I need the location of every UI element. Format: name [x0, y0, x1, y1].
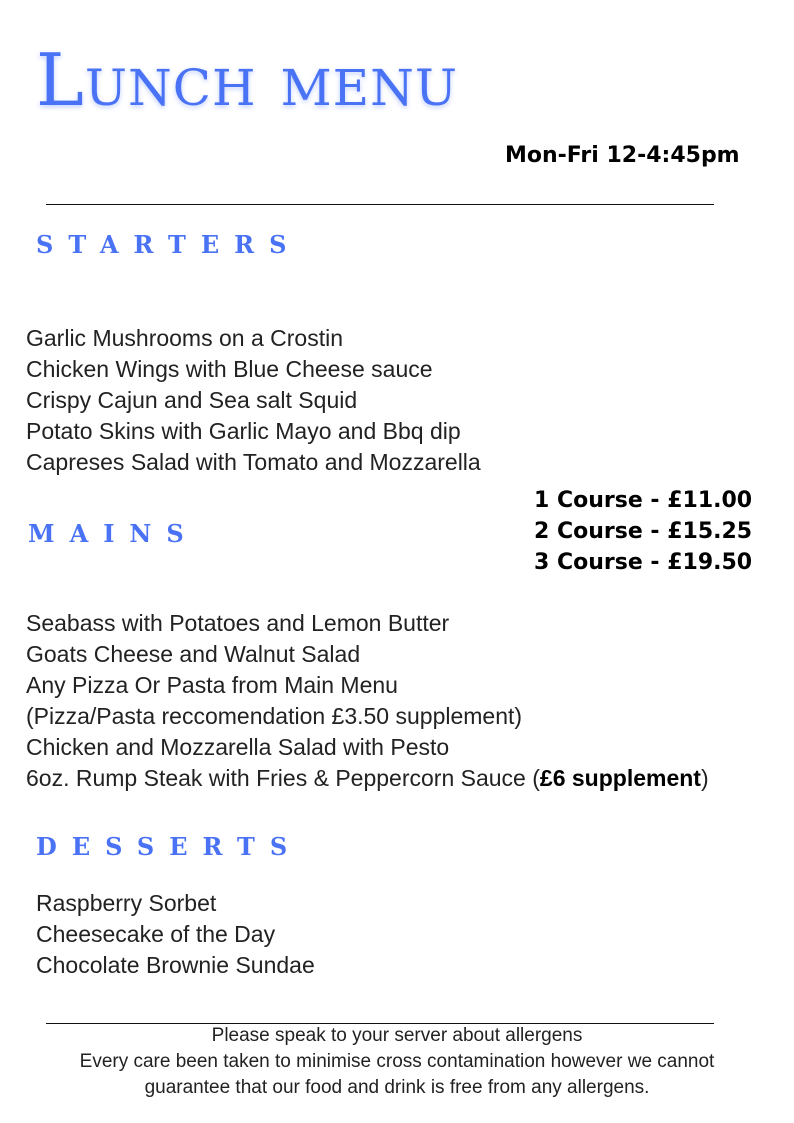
list-item-steak: [26, 763, 709, 794]
desserts-heading: DESSERTS: [36, 832, 303, 861]
price-one-course: 1 Course - £11.00: [534, 488, 753, 513]
starters-heading: STARTERS: [36, 230, 302, 259]
opening-hours: Mon-Fri 12-4:45pm: [505, 143, 740, 168]
price-three-course: 3 Course - £19.50: [534, 550, 753, 575]
list-item: Raspberry Sorbet: [36, 890, 217, 916]
steak-supplement: £6 supplement: [539, 765, 701, 791]
list-item: Crispy Cajun and Sea salt Squid: [26, 387, 358, 413]
course-prices: [534, 485, 752, 578]
mains-heading: MAINS: [28, 519, 199, 548]
steak-close: ): [700, 765, 709, 791]
steak-text: 6oz. Rump Steak with Fries & Peppercorn Sauce (: [26, 765, 540, 791]
list-item: Chocolate Brownie Sundae: [36, 952, 315, 978]
allergen-notice: [20, 1023, 774, 1101]
list-item: (Pizza/Pasta reccomendation £3.50 supplement): [26, 703, 523, 729]
list-item: Capreses Salad with Tomato and Mozzarella: [26, 449, 481, 475]
starters-list: [26, 323, 481, 478]
price-two-course: 2 Course - £15.25: [534, 519, 753, 544]
list-item: Garlic Mushrooms on a Crostin: [26, 325, 343, 351]
list-item: Any Pizza Or Pasta from Main Menu: [26, 672, 398, 698]
allergen-line: Please speak to your server about allergens: [211, 1025, 583, 1046]
list-item: Goats Cheese and Walnut Salad: [26, 641, 361, 667]
desserts-list: [36, 888, 315, 981]
list-item: Cheesecake of the Day: [36, 921, 276, 947]
list-item: Seabass with Potatoes and Lemon Butter: [26, 610, 450, 636]
menu-title: Lunch menu: [36, 38, 459, 122]
list-item: Chicken and Mozzarella Salad with Pesto: [26, 734, 450, 760]
list-item: Potato Skins with Garlic Mayo and Bbq dip: [26, 418, 461, 444]
allergen-line: guarantee that our food and drink is free from any allergens.: [144, 1077, 650, 1098]
top-divider: [46, 204, 714, 205]
mains-list: [26, 608, 709, 794]
allergen-line: Every care been taken to minimise cross contamination however we cannot: [79, 1051, 715, 1072]
list-item: Chicken Wings with Blue Cheese sauce: [26, 356, 433, 382]
